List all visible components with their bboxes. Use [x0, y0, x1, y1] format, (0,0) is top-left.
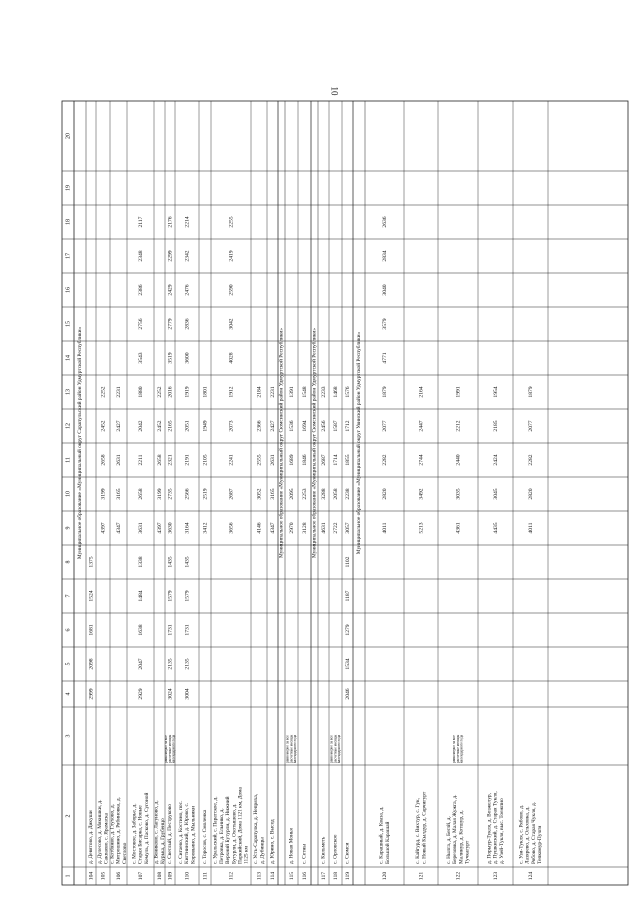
column-header: 15	[65, 321, 72, 327]
table-cell: 2231	[115, 386, 122, 398]
column-header: 6	[65, 628, 72, 632]
row-name: д. Пушкиский, д. Старая Тукля,	[492, 791, 499, 864]
row-note: расчетные месяцы	[333, 734, 338, 763]
table-cell: 1731	[167, 624, 174, 636]
table-cell: 4011	[381, 522, 388, 534]
table-cell: 2241	[228, 454, 235, 466]
table-cell: 2427	[269, 420, 276, 432]
row-number: 108	[156, 871, 163, 881]
table-cell: 1712	[344, 420, 351, 432]
table-cell: 4361	[455, 522, 462, 534]
table-cell: 2779	[167, 318, 174, 330]
row-name: д. Новая Монья	[288, 828, 295, 864]
table-row	[109, 386, 128, 880]
row-number: 107	[137, 871, 144, 881]
table-cell: 1855	[344, 454, 351, 466]
table-cell: 2073	[228, 420, 235, 432]
row-note: расчетные месяцы	[289, 734, 294, 763]
table-cell: 2342	[184, 250, 191, 262]
table-cell: 2252	[100, 386, 107, 398]
table-cell: 2105	[202, 454, 209, 466]
row-number: 110	[184, 871, 191, 881]
table-cell: 3492	[418, 488, 425, 500]
table-cell: 2165	[167, 420, 174, 432]
row-name: с. Нылга, д. Беглй, д.	[445, 816, 452, 864]
table-row	[131, 216, 150, 880]
row-name: с. Уральский, с. Паратское, д.	[212, 796, 219, 864]
row-number: 111	[202, 872, 209, 880]
table-cell: 2098	[88, 658, 95, 670]
row-name: с. Новый Кылдур, д. Сарчигурт	[421, 791, 428, 864]
table-cell: 1949	[202, 420, 209, 432]
table-cell: 3035	[455, 488, 462, 500]
column-header: 17	[65, 253, 72, 259]
table-row	[414, 386, 427, 880]
row-name: Кигтнинский, д. Юрово, с.	[184, 802, 191, 864]
row-number: 121	[418, 871, 425, 881]
table-cell: 4347	[269, 522, 276, 534]
section-heading: Муниципальное образование «Муниципальный округ Сарапульский район Удмуртской Республики»	[77, 326, 84, 560]
table-cell: 4397	[100, 522, 107, 534]
row-number: 109	[167, 871, 174, 881]
table-row	[302, 386, 308, 880]
table-cell: 2452	[156, 420, 163, 432]
table-cell: 1912	[228, 386, 235, 398]
table-cell: 2744	[418, 454, 425, 466]
column-header: 2	[65, 814, 72, 818]
table-cell: 1338	[137, 556, 144, 568]
table-cell: 1689	[288, 454, 295, 466]
column-header: 9	[65, 526, 72, 530]
table-cell: 2253	[301, 488, 308, 500]
row-name: 1125 км	[243, 846, 250, 864]
row-number: 118	[332, 871, 339, 881]
row-number: 116	[301, 871, 308, 881]
table-cell: 2999	[88, 688, 95, 700]
row-name: с. Торосов, с. Смоленка	[202, 809, 209, 864]
table-cell: 2836	[184, 318, 191, 330]
table-cell: 2440	[455, 454, 462, 466]
table-row	[202, 386, 208, 880]
table-cell: 2820	[527, 488, 534, 500]
table-cell: 1534	[344, 658, 351, 670]
table-cell: 2046	[344, 688, 351, 700]
table-cell: 2016	[167, 386, 174, 398]
table-cell: 1536	[288, 420, 295, 432]
row-name: Сакпаево, с. Ярамаска	[103, 812, 110, 864]
table-cell: 1468	[332, 386, 339, 398]
table-cell: 2058	[332, 488, 339, 500]
table-cell: 2722	[332, 522, 339, 534]
table-cell: 2424	[492, 454, 499, 466]
row-note: календарного года	[336, 734, 341, 763]
table-cell: 2386	[137, 284, 144, 296]
table-cell: 2252	[156, 386, 163, 398]
table-cell: 1879	[381, 386, 388, 398]
row-name: с. Сигаево, д. Костино, пос.	[178, 800, 185, 864]
table-cell: 1524	[88, 590, 95, 602]
row-number: 122	[455, 871, 462, 881]
row-name: с. Кильметь	[320, 836, 327, 864]
column-header: 19	[65, 185, 72, 191]
table-cell: 2077	[527, 420, 534, 432]
table-cell: 4397	[156, 522, 163, 534]
column-header: 8	[65, 560, 72, 564]
table-cell: 3024	[167, 688, 174, 700]
table-cell: 3579	[381, 318, 388, 330]
table-cell: 1548	[301, 386, 308, 398]
row-name: с. Сетны	[301, 843, 308, 864]
table-cell: 2211	[137, 454, 144, 466]
row-note: равномерно за все	[452, 735, 457, 763]
row-name: с. Кайгурд, с. Вихтур, с. Гук,	[415, 797, 422, 864]
table-cell: 1587	[332, 420, 339, 432]
table-row	[164, 216, 175, 880]
table-cell: 2687	[228, 488, 235, 500]
row-name: с. Карашный, д. Кваза, д.	[378, 806, 385, 864]
table-cell: 2176	[167, 216, 174, 228]
table-cell: 2255	[228, 216, 235, 228]
table-cell: 2519	[202, 488, 209, 500]
column-header: 14	[65, 355, 72, 361]
row-number: 106	[115, 871, 122, 881]
section-heading: Муниципальное образование «Муниципальный округ Сюмсинский район Удмуртской Республики»	[278, 328, 285, 558]
row-name: Коровьино, д. Мыльники	[190, 806, 197, 864]
row-number: 115	[288, 871, 295, 881]
row-name: Митрошино, д. Рябиновка, д.	[115, 797, 122, 864]
row-name: с. Светлый, д. Пеструково	[167, 804, 174, 864]
row-name: д. Порыур-Тукля, д. Возжелур,	[486, 793, 493, 864]
column-header: 11	[65, 457, 72, 463]
row-name: с. Мостовое, д. Заборье, д.	[131, 803, 138, 864]
row-name: Кемуль, д. Пасково, д. Сугоной	[143, 792, 150, 864]
table-cell: 2427	[115, 420, 122, 432]
table-cell: 1579	[167, 590, 174, 602]
table-cell: 1576	[344, 386, 351, 398]
table-cell: 2077	[381, 420, 388, 432]
table-row	[253, 386, 265, 880]
table-cell: 3412	[202, 522, 209, 534]
row-name: с. Орловское	[332, 834, 339, 864]
table-cell: 2214	[184, 216, 191, 228]
row-name: с. Усть-Сарапулка, д. Непряха,	[253, 793, 260, 864]
table-row	[517, 386, 543, 880]
table-cell: 2419	[228, 250, 235, 262]
table-cell: 3165	[115, 488, 122, 500]
table-cell: 1731	[184, 624, 191, 636]
table-cell: 2117	[137, 216, 144, 228]
table-row	[445, 386, 471, 880]
table-cell: 2590	[228, 284, 235, 296]
table-cell: 2658	[100, 454, 107, 466]
table-cell: 1435	[167, 556, 174, 568]
table-row	[321, 386, 327, 880]
row-name: Лазярево, д. Ольховка, д.	[524, 806, 531, 864]
table-cell: 1954	[492, 386, 499, 398]
table-cell: 3631	[137, 522, 144, 534]
column-header: 7	[65, 594, 72, 598]
table-cell: 2452	[100, 420, 107, 432]
row-name: с. Узи-Тукля, с. Рябово, д.	[518, 804, 525, 864]
table-cell: 2929	[137, 688, 144, 700]
table-cell: 2047	[137, 658, 144, 670]
table-cell: 1991	[455, 386, 462, 398]
table-cell: 2555	[256, 454, 263, 466]
table-cell: 2735	[167, 488, 174, 500]
row-name: с. Сюмси	[344, 842, 351, 864]
row-name: Бутурли, д. Охотышево, д.	[231, 803, 238, 864]
row-note: календарного года	[171, 734, 176, 763]
table-cell: 1879	[527, 386, 534, 398]
table-cell: 1279	[344, 624, 351, 636]
table-cell: 2095	[288, 488, 295, 500]
table-cell: 3199	[100, 488, 107, 500]
column-header: 13	[65, 389, 72, 395]
table-cell: 2566	[184, 488, 191, 500]
row-name: Рябово, д. Старая Чукля, д.	[530, 801, 537, 864]
table-row	[88, 556, 94, 880]
table-cell: 4011	[527, 522, 534, 534]
row-number: 119	[344, 871, 351, 881]
column-header: 5	[65, 662, 72, 666]
table-cell: 2135	[184, 658, 191, 670]
table-cell: 2658	[156, 454, 163, 466]
table-row	[270, 386, 276, 880]
table-cell: 3057	[344, 522, 351, 534]
row-name: Старая Бисарка, с. Новые	[137, 805, 144, 864]
table-cell: 2447	[418, 420, 425, 432]
row-name: д. Дулесово, д. Мякишки, д.	[97, 799, 104, 864]
row-name: Паркийский, Дома 1121 км, Дома	[237, 787, 244, 864]
column-header: 16	[65, 287, 72, 293]
table-cell: 1846	[301, 454, 308, 466]
table-cell: 4347	[115, 522, 122, 534]
row-number: 113	[256, 871, 263, 881]
table-cell: 3164	[184, 522, 191, 534]
row-name: Большой Карашай	[384, 821, 391, 864]
table-cell: 2233	[320, 386, 327, 398]
table-cell: 1919	[184, 386, 191, 398]
table-cell: 1375	[88, 556, 95, 568]
row-name: д. Юрино, с. Высед	[269, 819, 276, 864]
row-note: расчетные месяцы	[167, 734, 172, 763]
row-name: д. Вениково, с. Лагуново, д.	[153, 800, 160, 864]
table-cell: 1102	[344, 556, 351, 568]
table-cell: 4435	[492, 522, 499, 534]
row-name: д. Дубинцы	[259, 837, 266, 864]
table-row	[97, 386, 109, 880]
table-cell: 1579	[184, 590, 191, 602]
table-cell: 2636	[381, 216, 388, 228]
table-cell: 2185	[492, 420, 499, 432]
table-cell: 1801	[202, 386, 209, 398]
row-number: 120	[381, 871, 388, 881]
table-cell: 2282	[527, 454, 534, 466]
table-cell: 2366	[256, 420, 263, 432]
table-cell: 2042	[137, 420, 144, 432]
table-cell: 2051	[184, 420, 191, 432]
table-cell: 5213	[418, 522, 425, 534]
table-cell: 3199	[156, 488, 163, 500]
page-number: 10	[329, 86, 340, 96]
column-header: 10	[65, 491, 72, 497]
table-cell: 2238	[344, 488, 351, 500]
row-name: с. Котбянво, д. Глухово, д.	[109, 804, 116, 864]
table-cell: 2756	[137, 318, 144, 330]
row-number: 124	[527, 871, 534, 881]
row-name: Курька, д. Грубенцо	[159, 818, 166, 864]
table-cell: 1714	[332, 454, 339, 466]
row-number: 123	[492, 871, 499, 881]
table-cell: 2231	[269, 386, 276, 398]
table-cell: 2476	[184, 284, 191, 296]
section-heading: Муниципальное образование «Муниципальный округ Увинский район Удмуртской Республики»	[356, 331, 363, 555]
table-cell: 2970	[288, 522, 295, 534]
table-cell: 3004	[184, 688, 191, 700]
column-header: 4	[65, 692, 72, 696]
row-note: равномерно за все	[164, 735, 169, 763]
table-row	[178, 216, 196, 880]
column-header: 3	[65, 734, 72, 738]
row-note: расчетные месяцы	[455, 734, 460, 763]
row-number: 105	[100, 871, 107, 881]
table-cell: 3656	[228, 522, 235, 534]
table-row	[378, 216, 391, 880]
table-cell: 2631	[269, 454, 276, 466]
table-cell: 1484	[137, 590, 144, 602]
column-header: 20	[65, 133, 72, 139]
table-cell: 1694	[301, 420, 308, 432]
row-note: календарного года	[459, 734, 464, 763]
row-number: 117	[320, 871, 327, 881]
table-cell: 1638	[137, 624, 144, 636]
row-name: Петровка, д. Ельнико, д.	[218, 808, 225, 864]
table-cell: 2687	[320, 454, 327, 466]
column-header: 1	[65, 874, 72, 878]
table-cell: 3128	[301, 522, 308, 534]
column-header: 18	[65, 219, 72, 225]
row-note: равномерно за все	[285, 735, 290, 763]
table-cell: 4771	[381, 352, 388, 364]
table-cell: 1391	[288, 386, 295, 398]
table-cell: 2658	[137, 488, 144, 500]
table-row	[212, 216, 250, 880]
table-cell: 1681	[88, 624, 95, 636]
table-cell: 2834	[381, 250, 388, 262]
row-number: 114	[269, 871, 276, 881]
table-cell: 2164	[418, 386, 425, 398]
row-name: Березовка, д. Малая Жужга, д.	[452, 794, 459, 864]
row-note: календарного года	[292, 734, 297, 763]
table-cell: 2191	[184, 454, 191, 466]
row-name: Верхний Бутурли, д. Нижний	[225, 796, 232, 864]
table-cell: 2321	[167, 454, 174, 466]
table-cell: 1187	[344, 590, 351, 602]
row-name: Тучкагурт	[464, 840, 471, 864]
table-row	[345, 386, 351, 880]
table-cell: 3042	[228, 318, 235, 330]
row-name: Малинур, д. Котшур, д.	[458, 810, 465, 864]
table-cell: 3543	[137, 352, 144, 364]
table-row	[487, 386, 505, 880]
table-cell: 2282	[381, 454, 388, 466]
table-cell: 1880	[137, 386, 144, 398]
row-name: Тепкомур-Пучги	[537, 825, 544, 864]
section-heading: Муниципальное образование «Муниципальный округ Сюмсинский район Удмуртской Республики»	[311, 328, 318, 558]
table-cell: 3045	[492, 488, 499, 500]
table-cell: 2456	[320, 420, 327, 432]
column-header: 12	[65, 423, 72, 429]
row-name: д. Узей-Тукля, выс. Тоежпио	[498, 798, 505, 864]
table-cell: 3600	[184, 352, 191, 364]
table-cell: 2348	[137, 250, 144, 262]
table-cell: 3630	[167, 522, 174, 534]
table-row	[330, 386, 341, 880]
table-cell: 1435	[184, 556, 191, 568]
table-cell: 2631	[115, 454, 122, 466]
table-cell: 3519	[167, 352, 174, 364]
table-cell: 3052	[256, 488, 263, 500]
table-cell: 4631	[320, 522, 327, 534]
table-cell: 2299	[167, 250, 174, 262]
table-cell: 3288	[320, 488, 327, 500]
table-cell: 2135	[167, 658, 174, 670]
row-number: 112	[228, 871, 235, 881]
table-cell: 2184	[256, 386, 263, 398]
table-cell: 2820	[381, 488, 388, 500]
table-grid	[62, 101, 628, 885]
table-cell: 2212	[455, 420, 462, 432]
table-cell: 4146	[256, 522, 263, 534]
row-name: д. Девятово, д. Дикуши	[88, 810, 95, 864]
table-row	[286, 386, 297, 880]
row-name: Светлово	[121, 842, 128, 864]
table-cell: 2429	[167, 284, 174, 296]
row-note: равномерно за все	[329, 735, 334, 763]
row-number: 104	[88, 871, 95, 881]
table-cell: 3165	[269, 488, 276, 500]
table-cell: 3040	[381, 284, 388, 296]
table-cell: 4028	[228, 352, 235, 364]
